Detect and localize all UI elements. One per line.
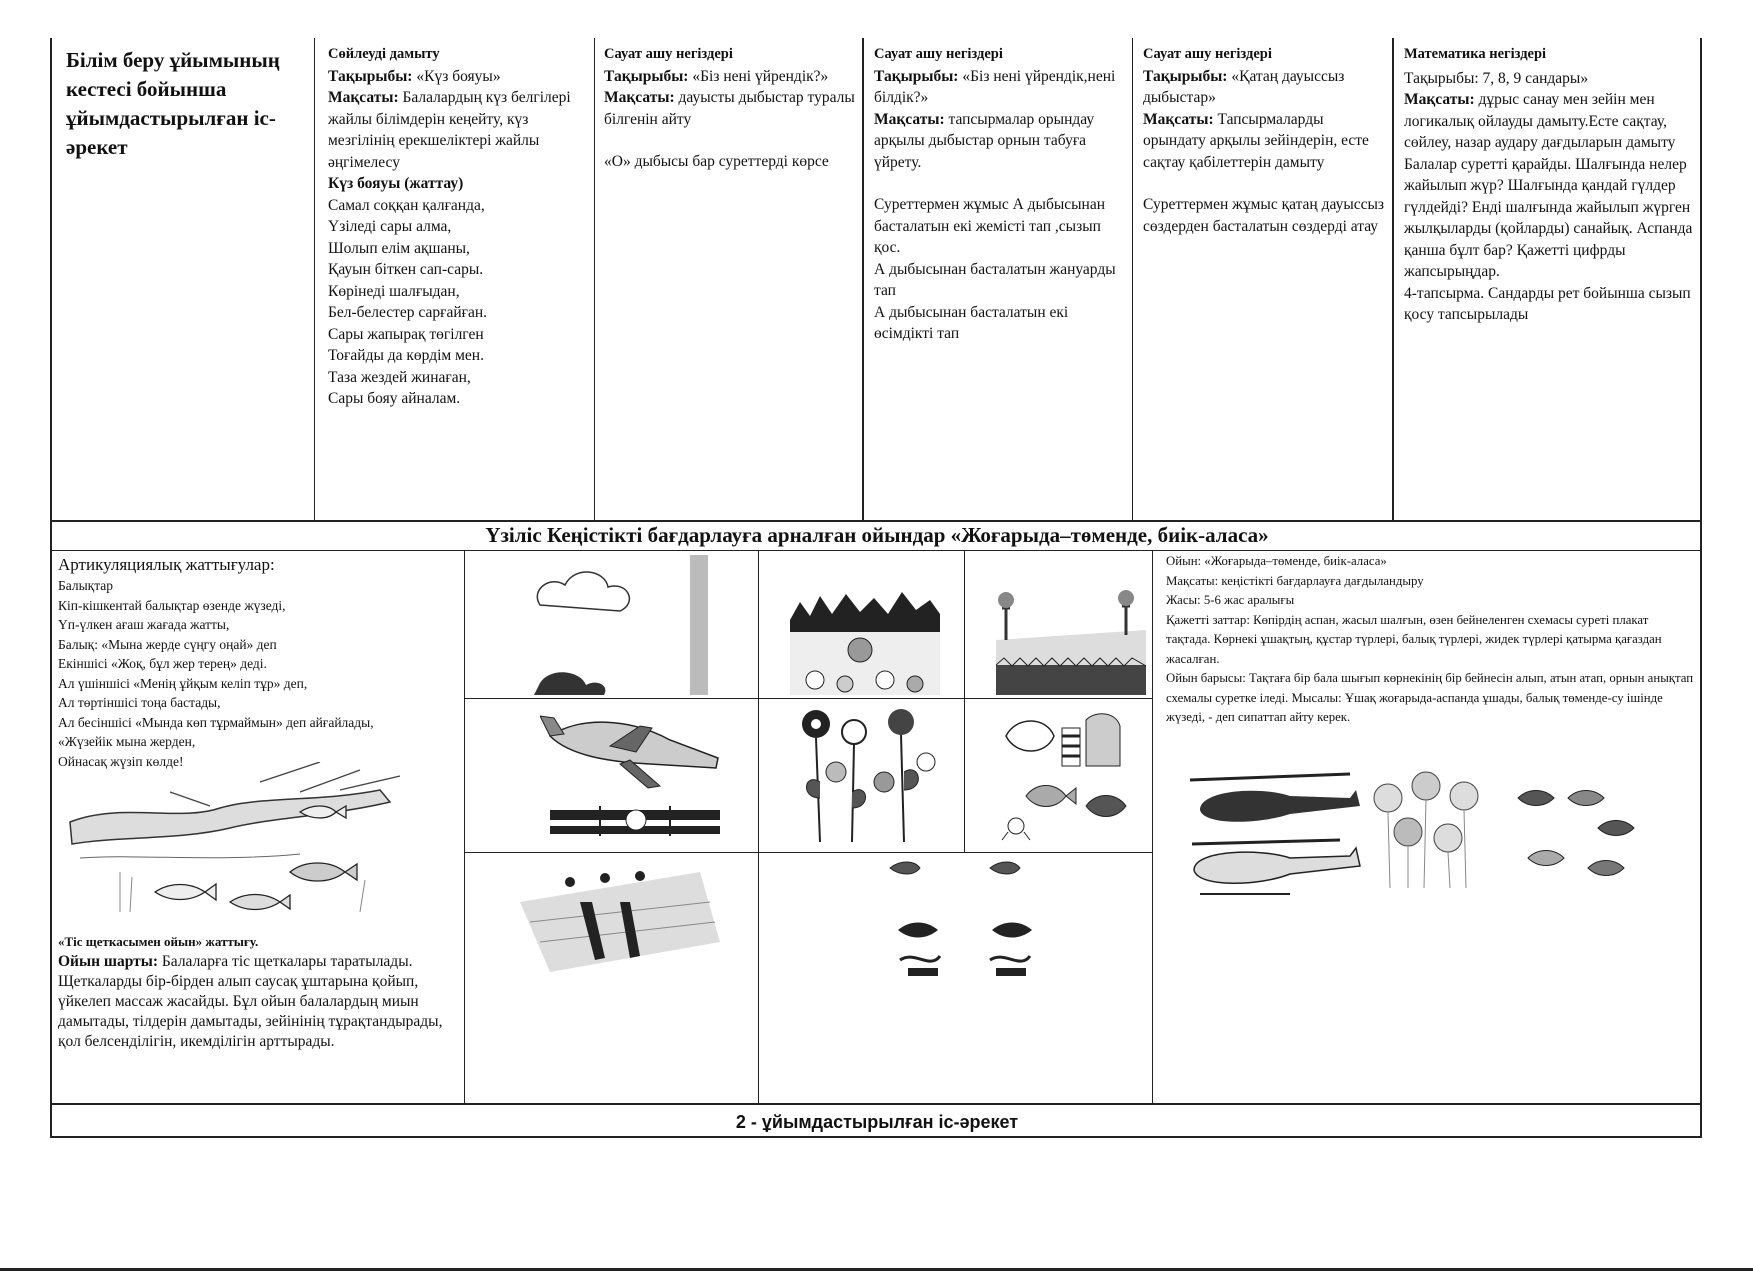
poem-line: Сары жапырақ төгілген — [328, 325, 484, 343]
literacy1-task: «О» дыбысы бар суреттерді көрсе — [604, 153, 829, 170]
lake-picture — [996, 580, 1146, 695]
schedule-title — [66, 46, 306, 162]
airplanes-picture — [540, 706, 740, 846]
bottom-hline-1 — [464, 698, 1152, 699]
schedule-title-text: Білім беру ұйымының кестесі бойынша ұйымдастырылған іс-әрекет — [66, 48, 280, 159]
math-goal-label: Мақсаты: — [1404, 91, 1475, 108]
poem-line: Үзіледі сары алма, — [328, 218, 452, 235]
brush-game-title: «Тіс щеткасымен ойын» жаттығу. — [58, 934, 259, 949]
speech-goal-label: Мақсаты: — [328, 89, 399, 106]
literacy3-topic-value: «Қатаң дауыссыз дыбыстар» — [1143, 67, 1345, 106]
flowers-fish-picture — [1368, 768, 1638, 898]
literacy3-goal — [1143, 109, 1387, 174]
col-divider-3 — [862, 38, 864, 522]
bottom-divider-2 — [758, 550, 759, 1103]
col-literacy-1 — [604, 44, 856, 173]
literacy3-subject: Сауат ашу негіздері — [1143, 46, 1272, 62]
math-goal — [1404, 89, 1694, 283]
bottom-divider-4 — [1152, 550, 1153, 1103]
table-border-right — [1700, 38, 1702, 1138]
poem-line: Көрінеді шалғыдан, — [328, 282, 460, 300]
table-line-break-bottom — [50, 550, 1702, 551]
articulation-text: Балықтар Кіп-кішкентай балықтар өзенде жүзеді, Үп-үлкен ағаш жағада жатты, Балық: «Мына жерде сүңгу оңай» деп Екіншісі «Жоқ, бұл жер терең» деді. Ал үшіншісі «Менің ұйқым келіп тұр» деп, Ал төртіншісі тоңа бастады, Ал бесіншісі «Мында көп тұрмаймын» деп айғайлады, «Жүзейік мына жерден, Ойнасақ жүзіп көлде! — [58, 578, 374, 769]
col-speech — [328, 44, 590, 410]
helicopters-picture — [1180, 770, 1370, 900]
literacy1-goal-value: дауысты дыбыстар туралы білгенін айту — [604, 89, 855, 128]
poem-title: Күз бояуы (жаттау) — [328, 175, 464, 192]
bottom-divider-3 — [964, 550, 965, 852]
literacy2-subject: Сауат ашу негіздері — [874, 46, 1003, 62]
math-subject: Математика негіздері — [1404, 46, 1547, 62]
poem-line: Бел-белестер сарғайған. — [328, 304, 488, 321]
col-divider-5 — [1392, 38, 1394, 522]
articulation-title: Артикуляциялық жаттығулар: — [58, 555, 275, 574]
bottom-hline-2 — [464, 852, 1152, 853]
sky-picture — [520, 555, 708, 695]
poem-line: Шолып елім ақшаны, — [328, 239, 470, 257]
fish-cards-picture — [996, 706, 1146, 846]
col-divider-2 — [594, 38, 595, 522]
bottom-divider-1 — [464, 550, 465, 1103]
speech-topic-value: «Күз бояуы» — [416, 67, 501, 85]
literacy2-goal — [874, 109, 1126, 174]
brush-rules-value: Балаларға тіс щеткалары таратылады. Щеткаларды бір-бірден алып саусақ ұштарына қойып, үйкелеп массаж жасайды. Бұл ойын балалардың миын дамытады, тілдерін дамытады, зейінінің тұрақтандырады, қол белсенділігін, икемділігін арттырады. — [58, 952, 443, 1050]
meadow-picture — [790, 580, 940, 695]
footer-banner: 2 - ұйымдастырылған іс-әрекет — [735, 1112, 1019, 1132]
brush-rules-label: Ойын шарты: — [58, 952, 159, 970]
literacy3-task: Суреттермен жұмыс қатаң дауыссыз сөздерден басталатын сөздерді атау — [1143, 196, 1385, 235]
speech-goal-value: Балалардың күз белгілері жайлы білімдерін кеңейту, күз мезгілінің ерекшеліктері жайлы әңгімелесу — [328, 89, 571, 171]
literacy2-goal-label: Мақсаты: — [874, 110, 945, 128]
poem-line: Сары бояу айналам. — [328, 390, 461, 407]
flowers-picture — [796, 702, 946, 848]
math-topic: Тақырыбы: 7, 8, 9 сандары» — [1404, 69, 1589, 87]
poem-line: Таза жездей жинаған, — [328, 368, 471, 386]
poem-line: Қауын біткен сап-сары. — [328, 261, 484, 278]
col-divider-4 — [1132, 38, 1133, 522]
literacy2-topic — [874, 66, 1126, 109]
table-border-left-bottom — [50, 520, 52, 1138]
speech-goal — [328, 87, 590, 173]
literacy1-goal-label: Мақсаты: — [604, 89, 675, 106]
birds-picture — [520, 862, 720, 972]
poem-line: Самал соққан қалғанда, — [328, 196, 485, 214]
literacy1-topic-value: «Біз нені үйрендік?» — [692, 67, 829, 85]
literacy3-topic-label: Тақырыбы: — [1143, 67, 1228, 85]
brush-game-block — [58, 932, 460, 1052]
literacy1-goal — [604, 87, 856, 130]
col-literacy-3 — [1143, 44, 1387, 237]
literacy1-subject: Сауат ашу негіздері — [604, 46, 733, 62]
literacy2-topic-value: «Біз нені үйрендік,нені білдік?» — [874, 67, 1116, 106]
fish-sketch-illustration — [60, 762, 460, 924]
fish-lake-picture — [880, 860, 1040, 990]
literacy1-topic-label: Тақырыбы: — [604, 67, 689, 85]
literacy1-topic — [604, 66, 856, 88]
game-description-block — [1166, 552, 1696, 728]
page-bottom-rule — [0, 1268, 1753, 1271]
literacy2-topic-label: Тақырыбы: — [874, 67, 959, 85]
speech-subject: Сөйлеуді дамыту — [328, 46, 440, 62]
col-literacy-2 — [874, 44, 1126, 345]
poem-line: Тоғайды да көрдім мен. — [328, 347, 484, 364]
speech-topic — [328, 66, 590, 88]
literacy2-goal-value: тапсырмалар орындау арқылы дыбыстар орнын табуға үйрету. — [874, 110, 1095, 171]
table-line-footer-top — [50, 1103, 1702, 1105]
col-divider-1 — [314, 38, 315, 522]
col-math — [1404, 44, 1694, 326]
articulation-block — [58, 554, 460, 771]
math-task: 4-тапсырма. Сандарды рет бойынша сызып қосу тапсырылады — [1404, 284, 1691, 323]
literacy3-goal-label: Мақсаты: — [1143, 110, 1214, 128]
game-description-text: Ойын: «Жоғарыда–төменде, биік-аласа» Мақсаты: кеңістікті бағдарлауға дағдыландыру Жасы: 5-6 жас аралығы Қажетті заттар: Көпірдің аспан, жасыл шалғын, өзен бейнеленген схемасы суреті плакат тақтада. Көрнекі ұшақтың, құстар түрлері, балық түрлері, жидек түрлері қатырма қағаздан жасалған. Ойын барысы: Тақтаға бір бала шығып көрнекінің бір бейнесін алып, атын атап, орнын анықтап схемалы суретке іледі. Мысалы: Ұшақ жоғарыда-аспанда ұшады, балық төменде-су ішінде жүзеді, - деп сипаттап айту керек. — [1166, 554, 1694, 724]
table-border-left-top — [50, 38, 52, 522]
break-banner: Үзіліс Кеңістікті бағдарлауға арналған ойындар «Жоғарыда–төменде, биік-аласа» — [485, 523, 1269, 547]
literacy2-task: Суреттермен жұмыс А дыбысынан басталатын екі жемісті тап ,сызып қос. А дыбысынан басталатын жануарды тап А дыбысынан басталатын екі өсімдікті тап — [874, 196, 1116, 342]
speech-topic-label: Тақырыбы: — [328, 67, 413, 85]
literacy3-topic — [1143, 66, 1387, 109]
brush-game-text — [58, 952, 460, 1052]
literacy3-goal-value: Тапсырмаларды орындату арқылы зейіндерін, есте сақтау қабілеттерін дамыту — [1143, 110, 1369, 171]
math-goal-value: дұрыс санау мен зейін мен логикалық ойлауды дамыту.Есте сақтау, сөйлеу, назар аудару дағдыларын дамыту Балалар суретті қарайды. Шалғында нелер жайылып жүр? Шалғында қандай гүлдер гүлдейді? Енді шалғында жайылып жүрген жылқыларды (қойларды) санайық. Аспанда қанша бұлт бар? Қажетті цифрды жапсырыңдар. — [1404, 91, 1693, 280]
